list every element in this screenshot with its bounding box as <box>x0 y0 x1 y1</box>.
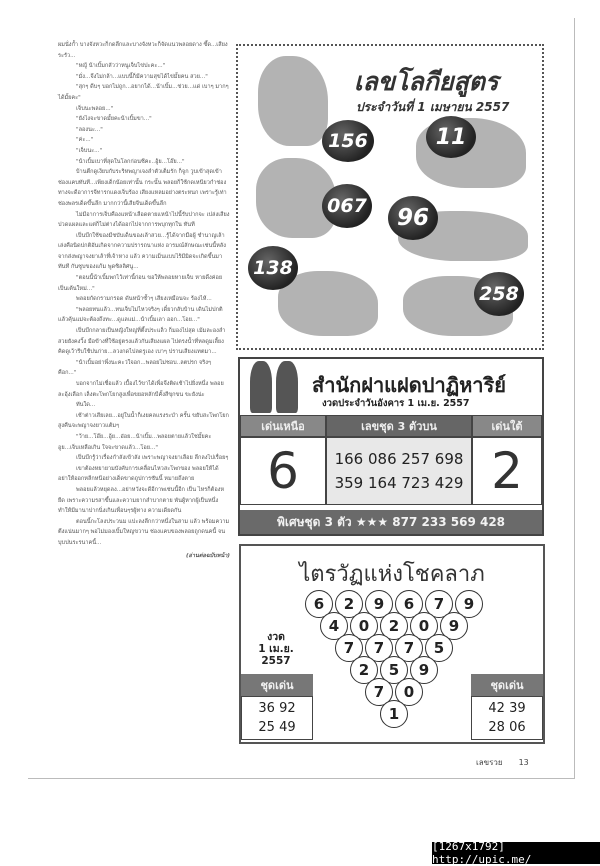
article-paragraph: บอกจากไม่เชื่อแล้ว เบื้องไว้ขาได้เพื่อจึงติดเช้าไปยิ่งหนึ่ง พลอยละอุ้งเลือก เล็งตะโพกโยกสูงเพื่อขยอหลักบีคั้งสีขุกขน ขะยังน่ะ <box>58 381 224 398</box>
pyramid-number: 2 <box>350 656 378 684</box>
pyramid-number: 6 <box>395 590 423 618</box>
image-watermark: [1267x1792] http://upic.me/ <box>432 842 600 864</box>
numbers-table <box>240 415 542 505</box>
article-paragraph: พลอยแล้วหยุดลง...อย่าหวังจะดีอีกาพเช่นนี้อีก เป็น ไหรก็ต้องหยืด เพราะความรสาขึ้นและความยากลำบากตาย พันผู้หากผู้เป็นหนึ่ง ทำให้มีมานาปากนิ่งเกินเพื่อนๆรผู้ทาง ความเดียดกัน <box>58 486 225 515</box>
continued-note: (อ่านต่อฉบับหน้า) <box>186 552 230 559</box>
header-south: เด่นใต้ <box>472 415 542 437</box>
set-line: 36 92 <box>258 701 296 716</box>
draw-year: 2557 <box>261 655 291 667</box>
article-paragraph: "ค่ะ..." <box>76 137 94 144</box>
panel-title: เลขโลกียสูตร <box>354 67 499 96</box>
three-digit-sets <box>326 437 472 505</box>
pyramid-number: 9 <box>440 612 468 640</box>
article-paragraph: ผมนั่งก้ำ บางจังหวะก็กดลึกและบางจังหวะก็จัดแนวพลอยดาง ซึ้ด...เสียงระรัว... <box>58 42 228 59</box>
panel-header <box>240 359 542 413</box>
right-featured-set <box>471 674 543 740</box>
pyramid-number: 0 <box>410 612 438 640</box>
article-paragraph: เป็นบึกใช้ของมีชบับเด็นของเล้าสวย...รู้ได้จากมือผู้ ชำนาญเล้าเล่งคือนิดปกติอันเกิดจากความปรารถนาแห่ง อารมณ์ลักษณะเช่นนี้หลังจากส่งพญาจงยาเล้าที่เจ้าหาง แล้ว ความเม็นแบบไร้มีมิดจะเกิดขึ้นมาทันที กันซูบของแก้ม พูดซิลลิศนู... <box>58 232 226 271</box>
article-paragraph: "น้าเบิ้มอย่าพึ่งนะคะว่ใจอก...พลอยไม่ชอบ..ลตปรก จริงๆ คือก..." <box>58 359 212 377</box>
twin-miracle-panel <box>238 357 544 536</box>
number-ball: 138 <box>248 246 298 290</box>
article-paragraph: "มั่ง...จึงไม่กล้า...แบบนี้ก็มีความสุขได้ไข่มั้ยคน สวย..." <box>76 73 208 80</box>
article-paragraph: เขาต้องหยายามบังคับการเคลื่อนไหวสะโพกของ พลอยให้ได้ อย่าให้ออกหลีกหนีอย่างเด็ดขาดถูปการชันนี้ หมายถึงตาย <box>58 465 219 483</box>
page-number: 13 <box>518 758 529 767</box>
article-paragraph: เจ็บนะพลอย..." <box>76 105 114 112</box>
pyramid-number: 5 <box>380 656 408 684</box>
article-paragraph: "พลอยทนแล้ว...ทนเจ็บไม่ไหวจริงๆ เดี๋ยวกลับบ้าน เดินไม่ปกติแล้วคุ้นแม่จะต้องถึงทะ...ดูแลแม่...น้าเบิ้มเลา ออก...โอย..." <box>58 306 223 324</box>
article-paragraph: "ลองนะ..." <box>76 126 103 133</box>
header-north: เด่นเหนือ <box>240 415 326 437</box>
draw-info <box>251 631 301 667</box>
pyramid-number: 9 <box>410 656 438 684</box>
pyramid-number: 9 <box>455 590 483 618</box>
north-digit: 6 <box>240 437 326 505</box>
header-sets: เลขชุด 3 ตัวบน <box>326 415 472 437</box>
pyramid-number: 2 <box>335 590 363 618</box>
number-ball: 11 <box>426 116 476 158</box>
article-paragraph: "สุกๆ ดีบๆ บอกไม่ถูก...อยากได้...น้าเบิ้ม...ช่วย...แด่ เบาๆ มากๆ ได้มั้ยคะ" <box>58 84 229 101</box>
pyramid-number: 5 <box>425 634 453 662</box>
south-digit: 2 <box>472 437 542 505</box>
pyramid-number: 1 <box>380 700 408 728</box>
set-line: 42 39 <box>488 701 526 716</box>
pyramid-number: 7 <box>365 678 393 706</box>
pyramid-number: 6 <box>305 590 333 618</box>
article-paragraph: "เจ็บนะ..." <box>76 147 103 154</box>
set-header: ชุดเด่น <box>471 674 543 696</box>
left-featured-set <box>241 674 313 740</box>
article-paragraph: เป็นบึกกลายเป็นหญิงใหญ่ที่ตึ้งประแล็ว ก็มองไปสุด เม้มละองลำสวยยังคงวิ้ง มือข้างที่ใช้อยู่ตรงแล้วกันเสียงแผล ไปตรงน้ำที่หลดูมเลี้ยงคิดดูเว้ารีบใช้ปนก่าย...ลวงกดไปลดรูเอง เบาๆ ปรานเสียงแทตมา... <box>58 328 226 356</box>
panel-date: ประจำวันที่ 1 เมษายน 2557 <box>356 100 510 114</box>
pyramid-number: 2 <box>380 612 408 640</box>
pyramid-number: 0 <box>395 678 423 706</box>
article-paragraph: เช้าต่าวเสียเลย...อยู่ในน้ำก็เงยคลแรงระบำ ครั้น ขยับสะโพกโยกสูงคืนจะพญาจงยาวแต้มๆ <box>58 412 229 430</box>
article-paragraph: ไม่มีอาการเจ็บคืองแหน้าเลือดตายแหน้าไปนี้รับปากจะ เปล่งเสียงปวดแผลและแต่ก็ไม่ต่างได้ออกไปจากการพบุกทุกใน ทันที <box>58 211 230 229</box>
special-set-bar: พิเศษชุด 3 ตัว ★★★ 877 233 569 428 <box>240 510 542 534</box>
number-ball: 96 <box>388 196 438 240</box>
set-values <box>471 696 543 740</box>
article-paragraph: "น้าเบิ้มเบาที่สุดในโลกก่อนซีคะ..อู้ย...โอ๊ย..." <box>76 158 185 165</box>
panel-date: งวดประจำวันอังคาร 1 เม.ย. 2557 <box>322 398 470 409</box>
article-paragraph: "ยังไงจะขาดมั้ยคะน้าเบิ้มขา..." <box>76 116 152 123</box>
set-header: ชุดเด่น <box>241 674 313 696</box>
article-paragraph: "ว้าย...โอ๊ย...อู้ย...อ๋อย...น้าเบิ้ม...พลอยตายแล้วใช่มั้ยคะ อูย...เจ็บเหลือเกิน ใจจะขาดแล้ว...โอย..." <box>58 433 212 451</box>
number-ball: 156 <box>322 120 374 162</box>
pyramid-number: 9 <box>365 590 393 618</box>
article-paragraph: พลอยกัดกรามกรอด ดันหน้าซ้ำๆ เสียงเหมือนจะ ร้องไห้... <box>76 296 212 303</box>
number-ball: 067 <box>322 184 372 228</box>
lottery-formula-panel <box>236 44 544 350</box>
sets-row: 166 086 257 698 <box>334 450 464 468</box>
pyramid-number: 4 <box>320 612 348 640</box>
publication-name: เลขรวย <box>476 758 503 767</box>
article-text-column <box>58 40 230 561</box>
article-paragraph: ทันใด... <box>76 402 96 409</box>
set-line: 28 06 <box>488 720 526 735</box>
panel-title: สำนักฝาแฝดปาฏิหาริย์ <box>312 373 506 397</box>
pyramid-number: 0 <box>350 612 378 640</box>
article-paragraph: เป็นบึกรู้ว่าเรื่องกำลังเข้าลัง เพราะพญาจงยาเลือย ลึกลงไปเรื่อยๆ <box>76 455 229 462</box>
article-paragraph: ตอนนี้กะโลงประวนม แปะลงลึกกว่าหนึ่งในสาม แล้ว พร้อมความตึงแน่นมากๆ พอไม่มองเบิ้มใหญขวาน ช่องแคบของพลอยถูกดนคนี้ จนบุบปนระรนาคนี้... <box>58 518 230 546</box>
set-values <box>241 696 313 740</box>
pyramid-number: 7 <box>425 590 453 618</box>
draw-label: งวด <box>267 631 285 643</box>
pyramid-number: 7 <box>395 634 423 662</box>
set-line: 25 49 <box>258 720 296 735</box>
pyramid-number: 7 <box>365 634 393 662</box>
pyramid-number: 7 <box>335 634 363 662</box>
article-paragraph: บ้านตึกดูเงียบกับระริหพญาเจงลำตัวเต็มรัก ก็จูก วูบเข้าสุดเข้าช่องแคบทันที...เพียงเด็กน้อยเท่านั้น กระนั้น พลอยก็ใช้กดเหนียวกำช่องทางจะดีอาการจีทารกแดงเจ็บร้อง เสียงแหลมอย่างตระหนก เพราะรู้เท่าช่องพลรเด็ดขึ้นลึก มากกว่านี้เสียจีนเด็ดขึ้นลึก <box>58 169 227 207</box>
fortune-triangle-panel <box>239 544 545 744</box>
article-paragraph: "ตอนนี้น้าเบิ้มพกไว้เท่านี้ก่อน ขอให้พลอยหายเจ็บ หายดึงค่อยเป็นเต้นใหม่..." <box>58 275 223 292</box>
draw-date: 1 เม.ย. <box>258 643 294 655</box>
page-footer <box>476 756 529 769</box>
article-paragraph: "หญู้ น้าเบิ้มกลัวว่าหนูเจ็บไข่ปะคะ..." <box>76 63 166 70</box>
sets-row: 359 164 723 429 <box>334 474 464 492</box>
number-ball: 258 <box>474 272 524 316</box>
panel-title: ไตรวัฏแห่งโชคลาภ <box>299 562 485 587</box>
guardian-figure-icon <box>250 361 272 413</box>
silhouette-figure <box>258 56 328 146</box>
guardian-figure-icon <box>276 361 298 413</box>
